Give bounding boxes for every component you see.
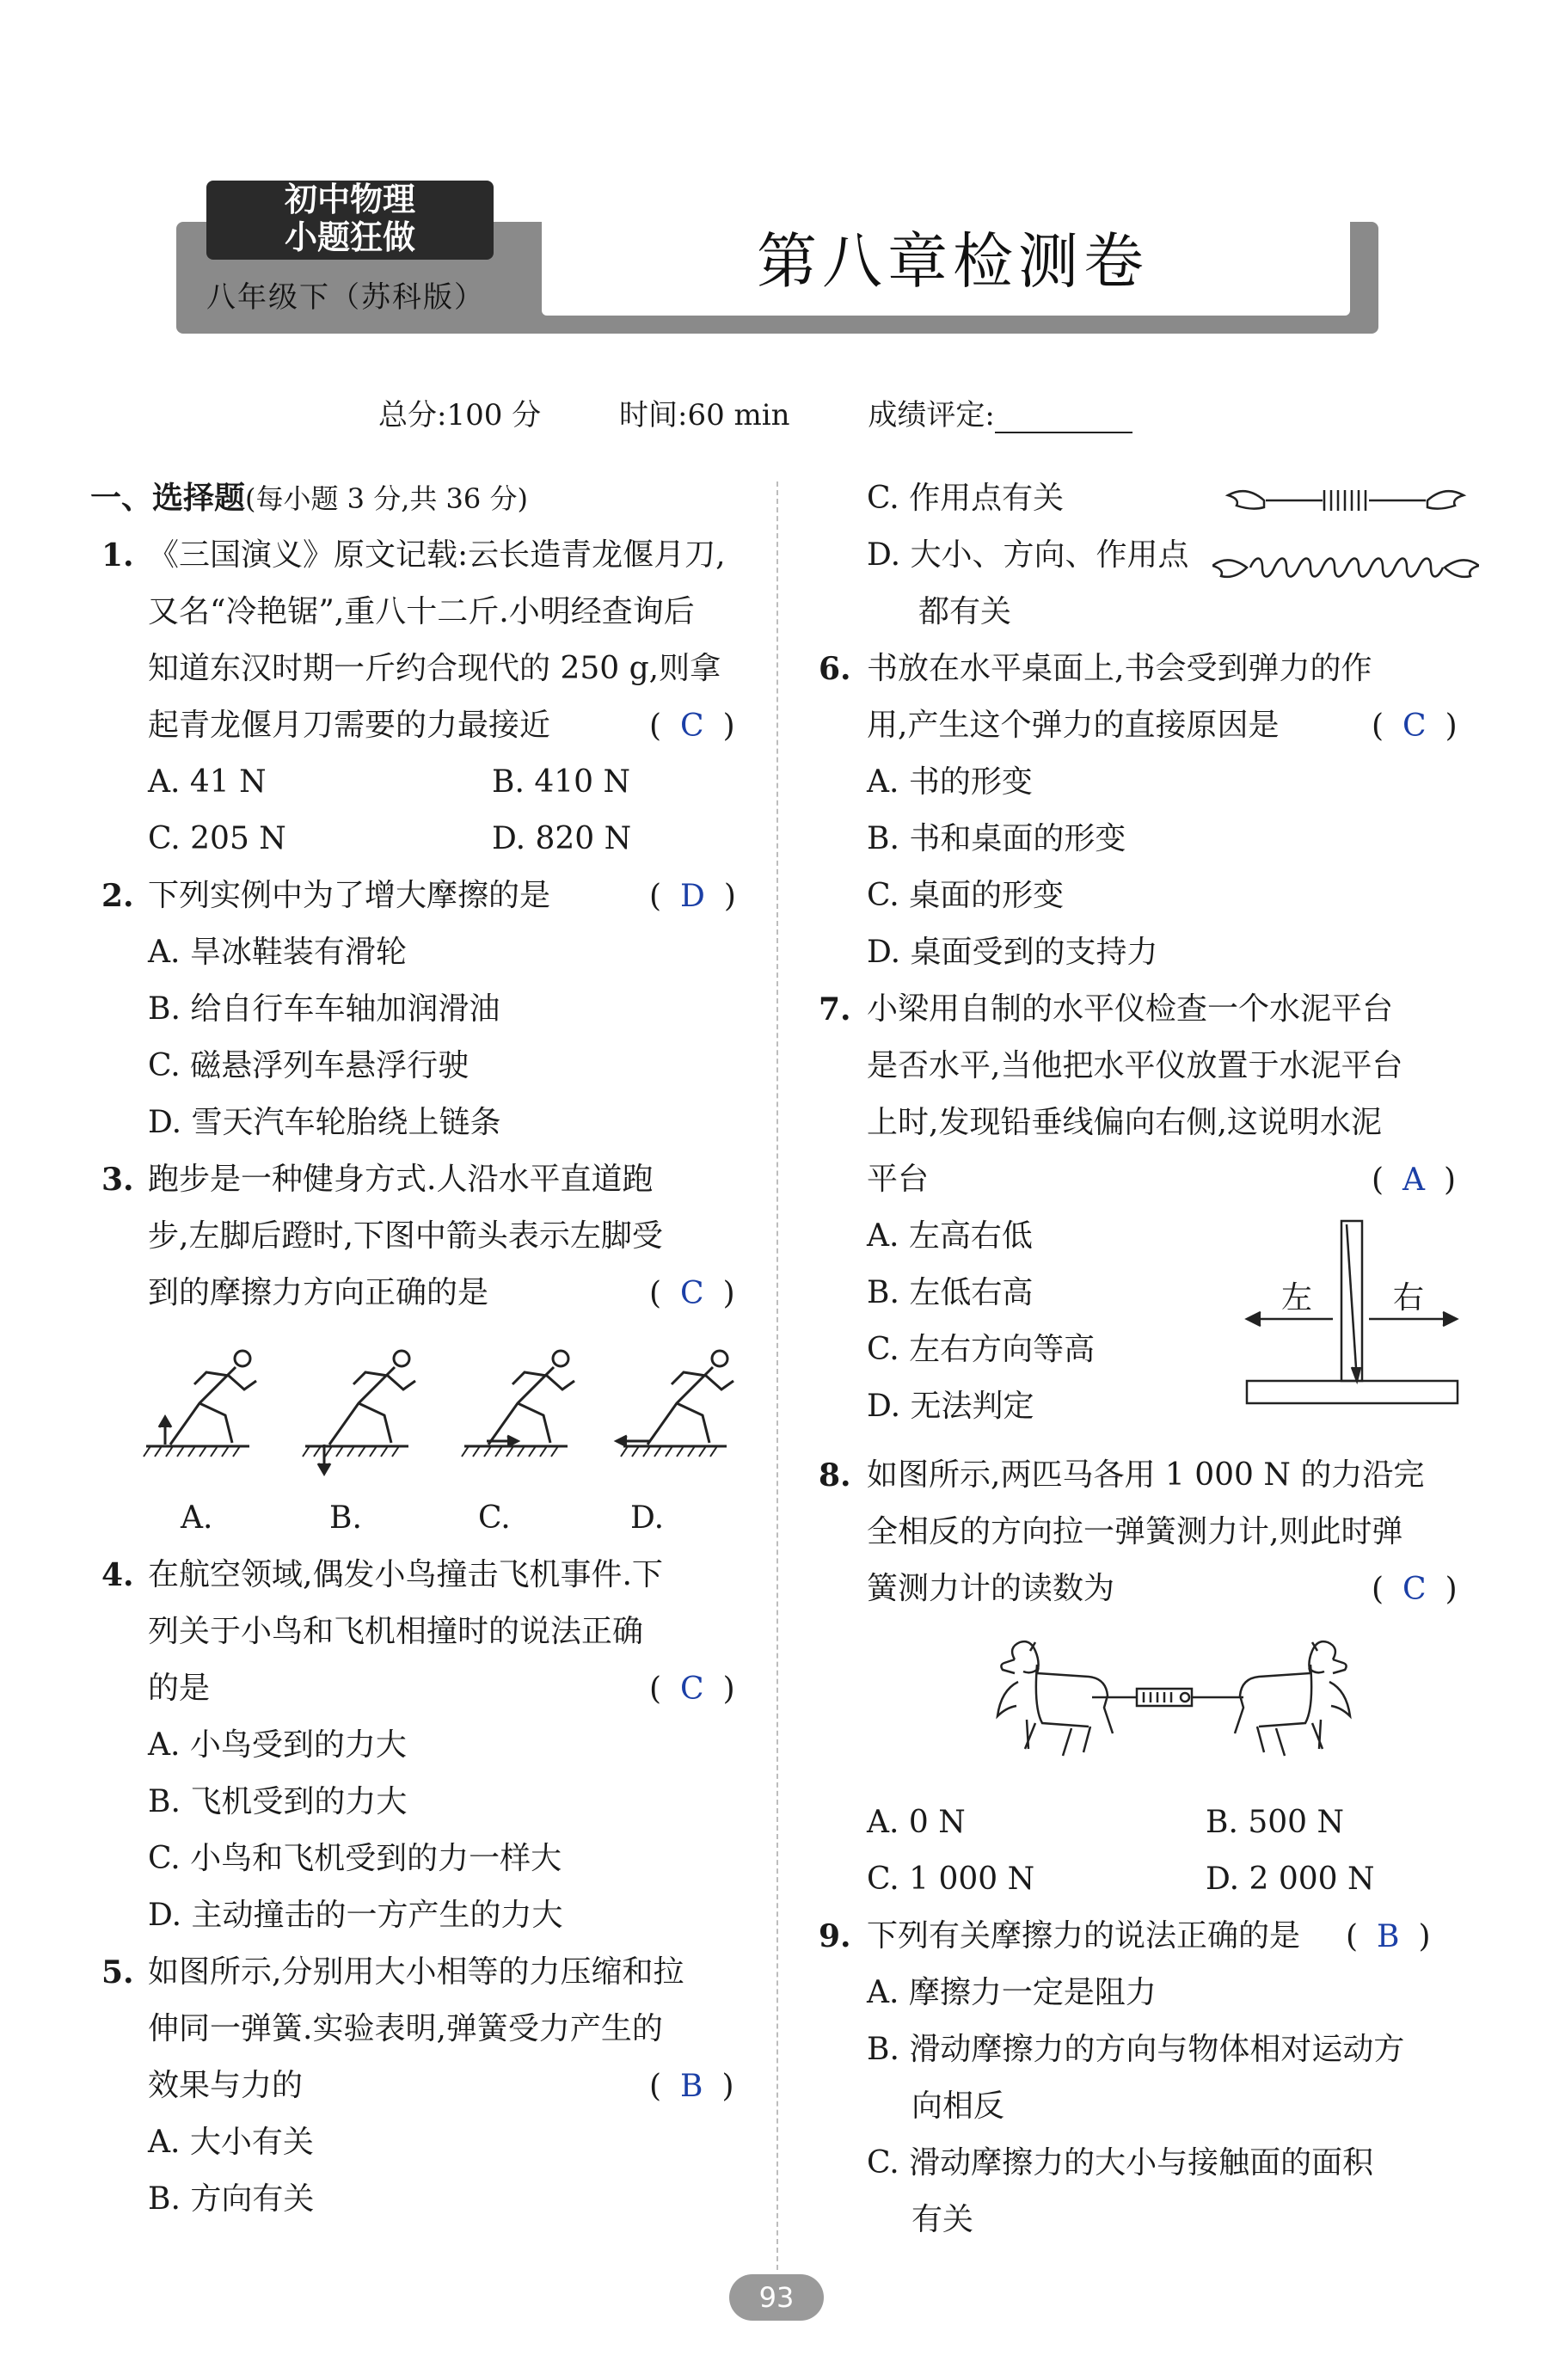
q4-number: 4. [101, 1557, 134, 1593]
compressed-spring [1228, 490, 1464, 511]
q6-option: B. 书和桌面的形变 [867, 821, 1126, 856]
q5-option: D. 大小、方向、作用点 [867, 537, 1189, 573]
q5-option: C. 作用点有关 [867, 481, 1065, 516]
section-note: (每小题 3 分,共 36 分) [245, 482, 528, 515]
q7-line: 平台 [867, 1162, 930, 1197]
q5-option: 都有关 [918, 594, 1012, 629]
runner-c [462, 1351, 574, 1457]
total-score: 总分:100 分 [378, 398, 542, 432]
q7-number: 7. [819, 991, 851, 1027]
q3-line: 到的摩擦力方向正确的是 [148, 1275, 489, 1310]
q4-option: B. 飞机受到的力大 [148, 1784, 408, 1819]
q8-answer: ( C ) [1372, 1572, 1458, 1607]
q6-number: 6. [819, 651, 851, 687]
q8-option: C. 1 000 N [867, 1862, 1035, 1897]
series-line2: 小题狂做 [284, 218, 415, 256]
q1-number: 1. [101, 537, 134, 574]
q9-option: C. 滑动摩擦力的大小与接触面的面积 [867, 2145, 1374, 2181]
q2-number: 2. [101, 878, 134, 914]
q5-line: 伸同一弹簧.实验表明,弹簧受力产生的 [148, 2011, 663, 2046]
q8-line: 全相反的方向拉一弹簧测力计,则此时弹 [867, 1514, 1403, 1549]
q6-line: 用,产生这个弹力的直接原因是 [867, 708, 1280, 743]
q9-number: 9. [819, 1918, 851, 1954]
q7-option: A. 左高右低 [867, 1218, 1033, 1254]
q3-answer: ( C ) [649, 1276, 735, 1311]
q8-option: A. 0 N [867, 1805, 966, 1840]
stretched-spring [1212, 559, 1479, 577]
q1-option: D. 820 N [492, 821, 632, 856]
q3-answer-letter: C [680, 1276, 704, 1311]
q3-number: 3. [101, 1162, 134, 1198]
q6-option: C. 桌面的形变 [867, 878, 1065, 913]
q5-number: 5. [101, 1954, 134, 1990]
column-divider [776, 482, 778, 2270]
q3-line: 步,左脚后蹬时,下图中箭头表示左脚受 [148, 1218, 663, 1254]
q9-line: 下列有关摩擦力的说法正确的是 [867, 1918, 1301, 1954]
q7-answer: ( A ) [1372, 1162, 1457, 1198]
q1-line: 知道东汉时期一斤约合现代的 250 g,则拿 [148, 651, 721, 686]
q1-line: 起青龙偃月刀需要的力最接近 [148, 708, 551, 743]
grade-eval [868, 398, 1132, 432]
q3-figure-label: D. [630, 1500, 665, 1536]
q4-option: A. 小鸟受到的力大 [148, 1727, 407, 1763]
runner-d [617, 1351, 733, 1457]
q7-line: 上时,发现铅垂线偏向右侧,这说明水泥 [867, 1105, 1382, 1140]
q1-option: C. 205 N [148, 821, 286, 856]
q7-answer-letter: A [1402, 1162, 1426, 1198]
q3-runner-figure [138, 1341, 757, 1488]
q1-option: A. 41 N [148, 764, 267, 800]
q5-spring-figure [1212, 473, 1479, 602]
q6-answer: ( C ) [1372, 708, 1458, 744]
runner-b [303, 1351, 415, 1474]
q3-line: 跑步是一种健身方式.人沿水平直道跑 [148, 1162, 654, 1197]
q4-option: C. 小鸟和飞机受到的力一样大 [148, 1841, 562, 1876]
q2-option: B. 给自行车车轴加润滑油 [148, 991, 500, 1027]
runner-a [144, 1351, 256, 1457]
q4-line: 列关于小鸟和飞机相撞时的说法正确 [148, 1614, 644, 1649]
q5-line: 如图所示,分别用大小相等的力压缩和拉 [148, 1954, 684, 1990]
q9-option: A. 摩擦力一定是阻力 [867, 1975, 1157, 2010]
q7-figure-right-label: 右 [1393, 1280, 1425, 1316]
q7-figure-left-label: 左 [1281, 1280, 1313, 1316]
q1-line: 《三国演义》原文记载:云长造青龙偃月刀, [148, 537, 726, 573]
page-title: 第八章检测卷 [757, 226, 1149, 297]
q1-line: 又名“冷艳锯”,重八十二斤.小明经查询后 [148, 594, 695, 629]
q4-answer: ( C ) [649, 1672, 735, 1707]
time-limit: 时间:60 min [618, 398, 790, 432]
q5-option: A. 大小有关 [148, 2125, 314, 2160]
q7-option: D. 无法判定 [867, 1389, 1034, 1424]
q6-line: 书放在水平桌面上,书会受到弹力的作 [867, 651, 1372, 686]
q8-number: 8. [819, 1457, 851, 1494]
q8-option: B. 500 N [1206, 1805, 1344, 1840]
spring-scale [1092, 1689, 1243, 1706]
q2-option: A. 旱冰鞋装有滑轮 [148, 935, 407, 970]
q7-level-figure [1238, 1212, 1470, 1419]
q3-figure-label: C. [478, 1500, 511, 1536]
q2-option: D. 雪天汽车轮胎绕上链条 [148, 1105, 501, 1140]
grade-eval-label: 成绩评定: [868, 398, 995, 432]
left-horse [997, 1641, 1113, 1756]
q7-option: C. 左右方向等高 [867, 1332, 1096, 1367]
q7-option: B. 左低右高 [867, 1275, 1034, 1310]
q9-answer-letter: B [1377, 1919, 1400, 1954]
series-label [206, 181, 494, 260]
q5-answer-letter: B [680, 2069, 703, 2104]
q5-option: B. 方向有关 [148, 2181, 315, 2217]
q4-line: 的是 [148, 1671, 211, 1706]
q9-option: 有关 [911, 2202, 974, 2237]
q4-line: 在航空领域,偶发小鸟撞击飞机事件.下 [148, 1557, 663, 1592]
q2-answer-letter: D [680, 879, 705, 914]
q1-option: B. 410 N [492, 764, 630, 800]
q2-option: C. 磁悬浮列车悬浮行驶 [148, 1048, 470, 1083]
q6-option: A. 书的形变 [867, 764, 1033, 800]
q5-answer: ( B ) [649, 2069, 734, 2104]
q6-answer-letter: C [1402, 708, 1427, 744]
platform-base [1247, 1381, 1458, 1403]
q3-figure-label: A. [181, 1500, 213, 1536]
q8-option: D. 2 000 N [1206, 1862, 1375, 1897]
grade-eval-blank [995, 406, 1132, 433]
section-title [90, 482, 528, 516]
q9-option: B. 滑动摩擦力的方向与物体相对运动方 [867, 2032, 1405, 2067]
q7-line: 是否水平,当他把水平仪放置于水泥平台 [867, 1048, 1403, 1083]
q7-line: 小梁用自制的水平仪检查一个水泥平台 [867, 991, 1394, 1027]
q1-answer: ( C ) [649, 708, 735, 744]
plumb-line [1347, 1224, 1357, 1381]
q9-answer: ( B ) [1346, 1919, 1431, 1954]
page-number: 93 [729, 2274, 824, 2321]
q8-line: 如图所示,两匹马各用 1 000 N 的力沿完 [867, 1457, 1425, 1493]
q4-option: D. 主动撞击的一方产生的力大 [148, 1898, 563, 1933]
q1-answer-letter: C [680, 708, 704, 744]
q9-option: 向相反 [911, 2089, 1005, 2124]
right-horse [1235, 1641, 1350, 1756]
q8-line: 簧测力计的读数为 [867, 1571, 1115, 1606]
section-title-text: 一、选择题 [90, 481, 246, 516]
q2-line: 下列实例中为了增大摩擦的是 [148, 878, 551, 913]
q2-answer: ( D ) [649, 879, 736, 914]
q6-option: D. 桌面受到的支持力 [867, 935, 1158, 970]
q8-answer-letter: C [1402, 1572, 1427, 1607]
q5-line: 效果与力的 [148, 2068, 304, 2103]
series-line1: 初中物理 [284, 181, 415, 218]
q8-horses-figure [989, 1634, 1359, 1763]
grade-label: 八年级下（苏科版） [206, 280, 485, 315]
exam-meta [378, 391, 1201, 433]
q4-answer-letter: C [680, 1672, 704, 1707]
q3-figure-label: B. [329, 1500, 362, 1536]
